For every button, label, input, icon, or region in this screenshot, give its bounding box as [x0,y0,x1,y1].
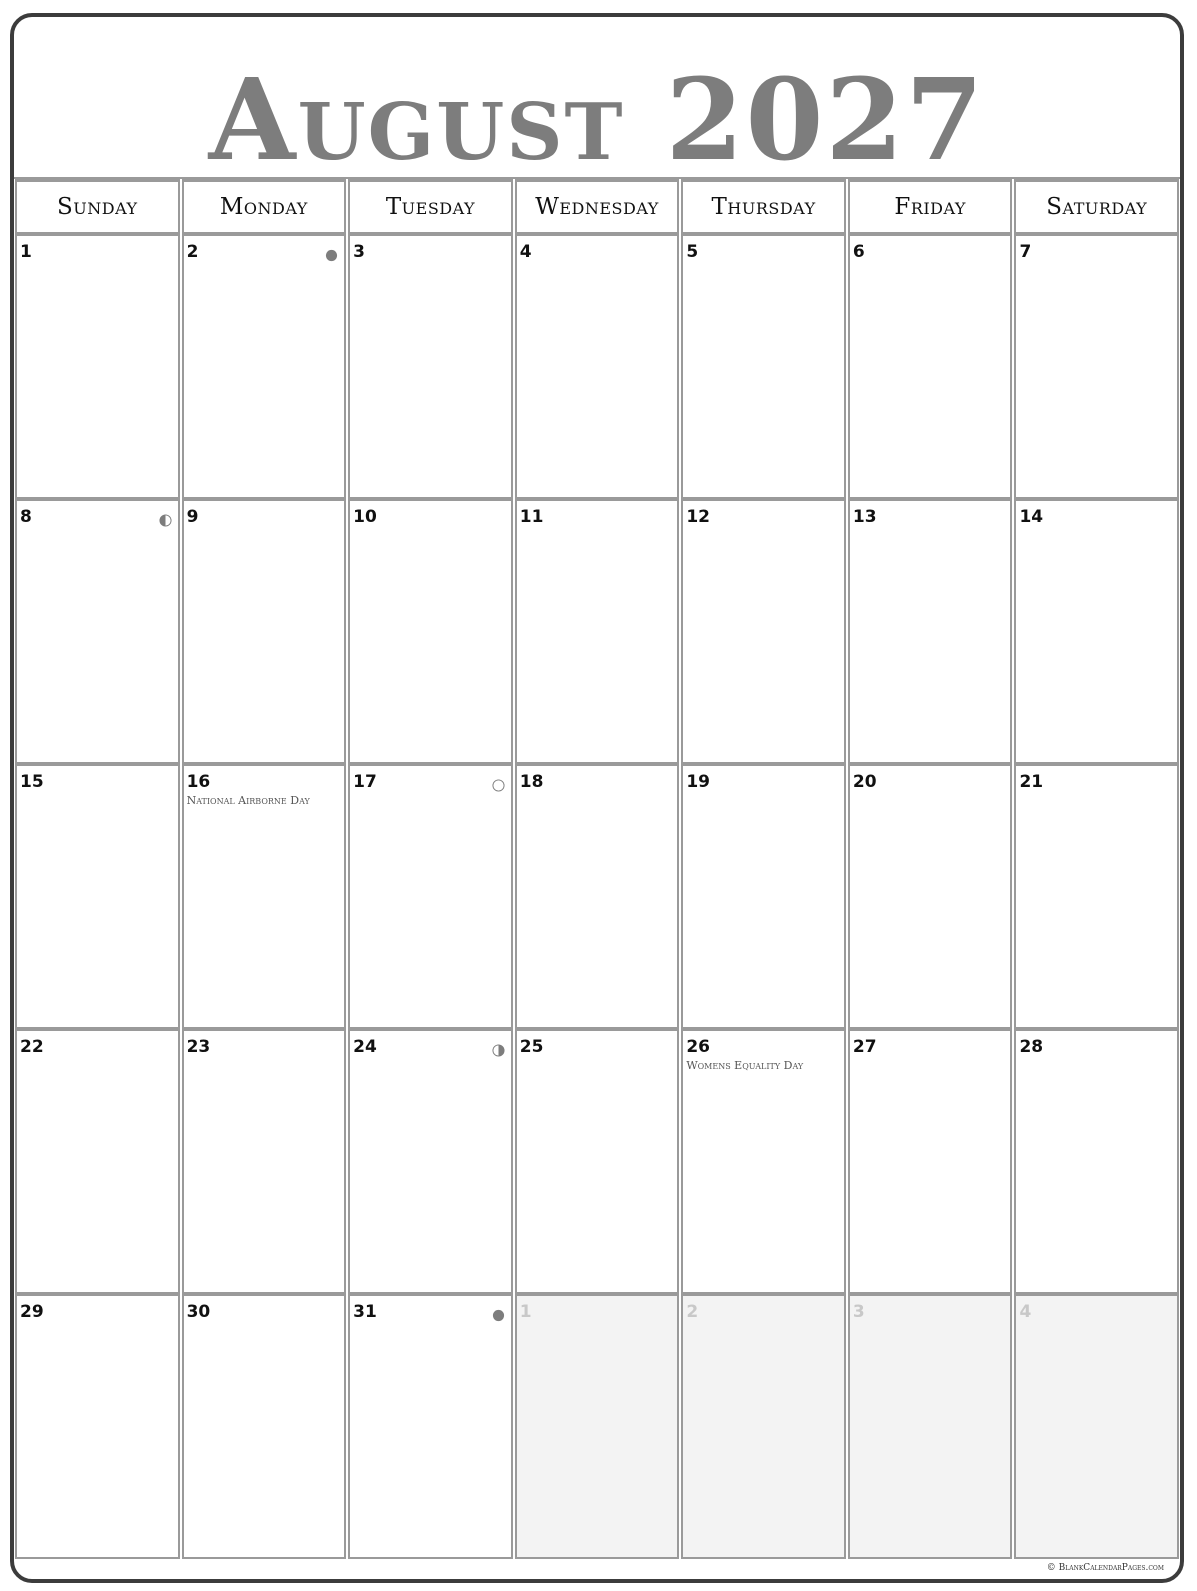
day-cell[interactable] [182,234,347,499]
day-cell[interactable] [348,234,513,499]
day-number: 1 [20,242,32,262]
day-cell[interactable] [848,764,1013,1029]
day-cell[interactable] [515,234,680,499]
day-cell-next-month[interactable] [848,1294,1013,1559]
day-cell[interactable] [848,234,1013,499]
day-cell[interactable] [182,1294,347,1559]
day-number: 13 [852,507,877,527]
day-cell-next-month[interactable] [515,1294,680,1559]
weekday-header-tuesday: Tuesday [348,179,513,234]
weeks-container [14,234,1180,1559]
day-cell[interactable] [15,234,180,499]
weekday-header-friday: Friday [848,179,1013,234]
day-number: 17 [353,772,377,792]
day-cell[interactable] [348,1294,513,1559]
day-number: 1 [519,1302,532,1322]
day-cell[interactable] [1014,234,1179,499]
week-row [14,764,1180,1029]
day-cell[interactable] [15,499,180,764]
calendar-title: August 2027 [208,55,986,186]
weekday-header-thursday: Thursday [681,179,846,234]
day-number: 16 [186,772,211,792]
day-number: 26 [686,1037,710,1057]
moon-full-icon [492,779,505,792]
day-cell[interactable] [681,764,846,1029]
day-number: 5 [686,242,699,262]
day-cell[interactable] [1014,499,1179,764]
day-number: 4 [1019,1302,1032,1322]
week-row [14,1029,1180,1294]
day-cell[interactable] [348,1029,513,1294]
day-number: 12 [686,507,710,527]
week-row [14,234,1180,499]
day-cell[interactable] [515,499,680,764]
day-cell[interactable] [681,499,846,764]
day-number: 9 [186,507,199,527]
day-number: 2 [686,1302,699,1322]
day-cell[interactable] [348,499,513,764]
moon-first-quarter-icon [159,514,172,527]
day-number: 23 [186,1037,211,1057]
day-number: 25 [519,1037,544,1057]
weekday-header-saturday: Saturday [1014,179,1179,234]
day-cell[interactable] [515,1029,680,1294]
moon-new-icon [492,1309,505,1322]
day-number: 29 [20,1302,44,1322]
day-number: 6 [852,242,865,262]
day-cell[interactable] [348,764,513,1029]
weekday-header-monday: Monday [182,179,347,234]
footer-credit: © BlankCalendarPages.com [1046,1563,1164,1573]
holiday-note: National Airborne Day [186,794,310,807]
day-number: 11 [519,507,544,527]
day-cell[interactable] [182,499,347,764]
day-number: 2 [186,242,199,262]
day-cell[interactable] [182,1029,347,1294]
week-row [14,499,1180,764]
day-number: 21 [1019,772,1044,792]
day-cell-next-month[interactable] [681,1294,846,1559]
day-number: 30 [186,1302,211,1322]
day-cell[interactable] [15,1029,180,1294]
calendar-frame [10,13,1184,1583]
day-cell[interactable] [15,1294,180,1559]
day-number: 22 [20,1037,44,1057]
day-cell[interactable] [515,764,680,1029]
weekday-header-row [14,179,1180,234]
day-number: 31 [353,1302,377,1322]
day-number: 7 [1019,242,1032,262]
day-number: 24 [353,1037,377,1057]
weekday-header-wednesday: Wednesday [515,179,680,234]
day-number: 15 [20,772,44,792]
moon-last-quarter-icon [492,1044,505,1057]
day-number: 19 [686,772,710,792]
day-cell[interactable] [1014,764,1179,1029]
day-number: 18 [519,772,544,792]
holiday-note: Womens Equality Day [686,1059,804,1072]
moon-new-icon [325,249,338,262]
day-number: 20 [852,772,877,792]
day-number: 4 [519,242,532,262]
day-cell[interactable] [182,764,347,1029]
day-cell-next-month[interactable] [1014,1294,1179,1559]
day-cell[interactable] [1014,1029,1179,1294]
day-number: 14 [1019,507,1044,527]
day-number: 8 [20,507,32,527]
week-row [14,1294,1180,1559]
day-cell[interactable] [681,234,846,499]
day-cell[interactable] [15,764,180,1029]
day-number: 3 [852,1302,865,1322]
weekday-header-sunday: Sunday [15,179,180,234]
day-number: 10 [353,507,377,527]
day-number: 3 [353,242,365,262]
day-number: 28 [1019,1037,1044,1057]
day-cell[interactable] [681,1029,846,1294]
day-number: 27 [852,1037,877,1057]
day-cell[interactable] [848,499,1013,764]
calendar-grid [14,179,1180,1583]
day-cell[interactable] [848,1029,1013,1294]
